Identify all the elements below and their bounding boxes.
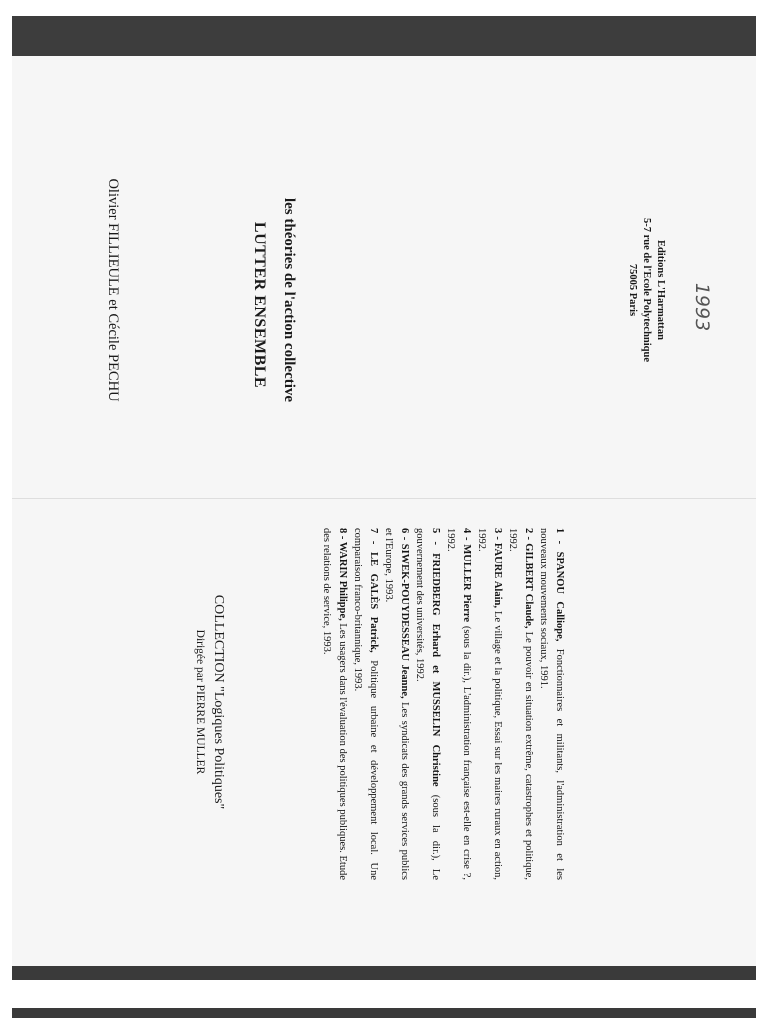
collection-title: COLLECTION "Logiques Politiques" [211,594,226,810]
list-item-author: 8 - WARIN Philippe, [337,528,348,621]
list-item [412,528,443,880]
scan-border-bottom [12,1008,756,1018]
collection-list [319,528,567,880]
list-item-author: 2 - GILBERT Claude, [523,528,534,629]
list-item [381,528,412,880]
publisher-block [625,205,667,375]
list-item [319,528,350,880]
list-item-text: Le pouvoir en situation extrême, catastrophes et politique, 1992. [507,528,534,880]
list-item-text: (sous la dir.), Le gouvernement des universités, 1992. [414,528,441,880]
list-item-text: Politique urbaine et développement local. Une comparaison franco-britannique, 1993. [352,528,379,880]
list-item-text: (sous la dir.), L'administration française est-elle en crise ?, 1992. [445,528,472,880]
collection-header [191,552,227,852]
list-item-author: 5 - FRIEDBERG Erhard et MUSSELIN Christine [430,528,441,787]
list-item-text: Fonctionnaires et militants, l'administration et les nouveaux mouvements sociaux, 1991. [538,528,565,880]
scan-border-middle [12,966,756,980]
list-item-author: 3 - FAURE Alain, [492,528,503,608]
list-item-author: 4 - MULLER Pierre [461,528,472,623]
book-authors: Olivier FILLIEULE et Cécile PECHU [105,178,121,402]
list-item-text: Le village et la politique, Essai sur les maires ruraux en action, 1992. [476,528,503,881]
handwritten-year: 1993 [691,282,713,332]
list-item [505,528,536,880]
scan-border-top [12,16,756,56]
collection-director: Dirigée par PIERRE MULLER [194,629,206,775]
list-item-text: Les syndicats des grands services publics et l'Europe, 1993. [383,528,410,880]
list-item-author: 1 - SPANOU Calliope, [554,528,565,642]
list-item-text: Les usagers dans l'évaluation des politiques publiques. Etude des relations de service, 1993. [321,528,348,880]
publisher-city: 75005 Paris [627,263,638,317]
page-fold-line [12,498,756,499]
list-item [350,528,381,880]
book-subtitle: les théories de l'action collective [281,197,297,403]
publisher-street: 5-7 rue de l'Ecole Polytechnique [641,217,652,363]
list-item [443,528,474,880]
publisher-name: Editions L'Harmattan [655,239,666,341]
list-item-author: 7 - LE GALÈS Patrick, [368,528,379,653]
book-title: LUTTER ENSEMBLE [251,221,268,389]
list-item [536,528,567,880]
list-item-author: 6 - SIWEK-POUYDESSEAU Jeanne, [399,528,410,699]
list-item [474,528,505,880]
